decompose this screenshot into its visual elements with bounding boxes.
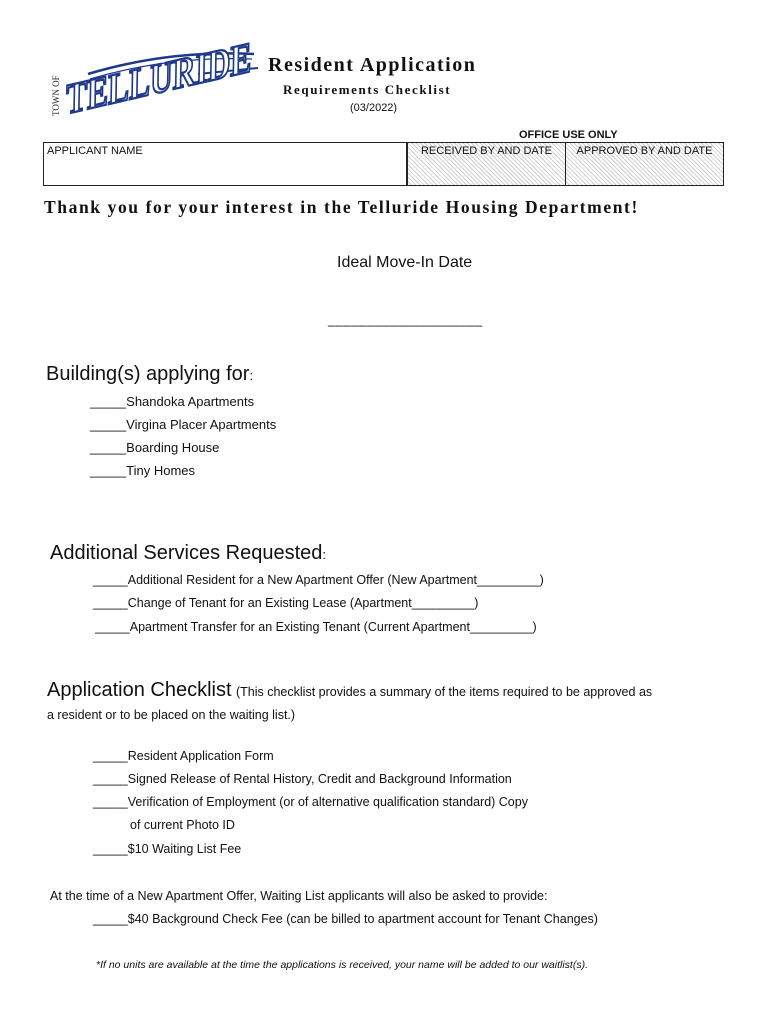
logo-name-text: TELLURIDE	[65, 20, 308, 125]
received-by-label: RECEIVED BY AND DATE	[420, 145, 553, 157]
logo-town-text: TOWN OF	[51, 75, 61, 116]
waitlist-footnote: *If no units are available at the time the applications is received, your name will be added to our waitlist(s).	[96, 959, 589, 971]
buildings-heading-colon: :	[249, 368, 254, 383]
approved-by-field	[565, 142, 724, 186]
building-option-tiny-homes[interactable]: _____Tiny Homes	[90, 463, 196, 478]
page-subtitle: Requirements Checklist	[283, 82, 452, 97]
building-option-boarding-house[interactable]: _____Boarding House	[90, 440, 220, 455]
applicant-name-label: APPLICANT NAME	[47, 145, 143, 157]
telluride-logo	[48, 20, 308, 126]
checklist-intro: (This checklist provides a summary of the items required to be approved as	[235, 685, 653, 699]
checklist-intro-continued: a resident or to be placed on the waiting list.)	[47, 708, 296, 722]
offer-item-background-check[interactable]: _____$40 Background Check Fee (can be billed to apartment account for Tenant Changes)	[93, 912, 598, 926]
checklist-item-signed-release[interactable]: _____Signed Release of Rental History, Credit and Background Information	[93, 772, 512, 786]
move-in-date-label: Ideal Move-In Date	[337, 254, 473, 271]
services-heading-text: Additional Services Requested	[50, 542, 323, 564]
offer-statement: At the time of a New Apartment Offer, Waiting List applicants will also be asked to provide:	[50, 889, 548, 903]
move-in-date-field[interactable]: ____________________	[328, 312, 483, 327]
building-option-shandoka[interactable]: _____Shandoka Apartments	[90, 394, 255, 409]
office-use-heading: OFFICE USE ONLY	[519, 129, 618, 141]
service-apartment-transfer[interactable]: _____Apartment Transfer for an Existing Tenant (Current Apartment_________)	[95, 620, 537, 634]
revision-date: (03/2022)	[350, 102, 398, 114]
services-heading-colon: :	[322, 547, 327, 562]
checklist-item-waiting-list-fee[interactable]: _____$10 Waiting List Fee	[93, 842, 242, 856]
checklist-heading-line	[47, 679, 652, 702]
services-heading	[50, 542, 326, 565]
buildings-heading-text: Building(s) applying for	[46, 363, 250, 385]
received-by-field	[407, 142, 566, 186]
buildings-heading	[46, 363, 253, 386]
thank-you-heading: Thank you for your interest in the Telluride Housing Department!	[44, 197, 639, 217]
service-additional-resident[interactable]: _____Additional Resident for a New Apartment Offer (New Apartment_________)	[93, 573, 544, 587]
checklist-item-application-form[interactable]: _____Resident Application Form	[93, 749, 274, 763]
checklist-item-verification[interactable]: _____Verification of Employment (or of alternative qualification standard) Copy	[93, 795, 528, 809]
page-title: Resident Application	[268, 54, 477, 76]
service-change-of-tenant[interactable]: _____Change of Tenant for an Existing Lease (Apartment_________)	[93, 596, 479, 610]
applicant-name-field[interactable]	[43, 142, 407, 186]
checklist-item-photo-id: of current Photo ID	[130, 818, 235, 832]
checklist-heading: Application Checklist	[47, 679, 232, 701]
approved-by-label: APPROVED BY AND DATE	[576, 145, 713, 157]
building-option-virgina-placer[interactable]: _____Virgina Placer Apartments	[90, 417, 277, 432]
